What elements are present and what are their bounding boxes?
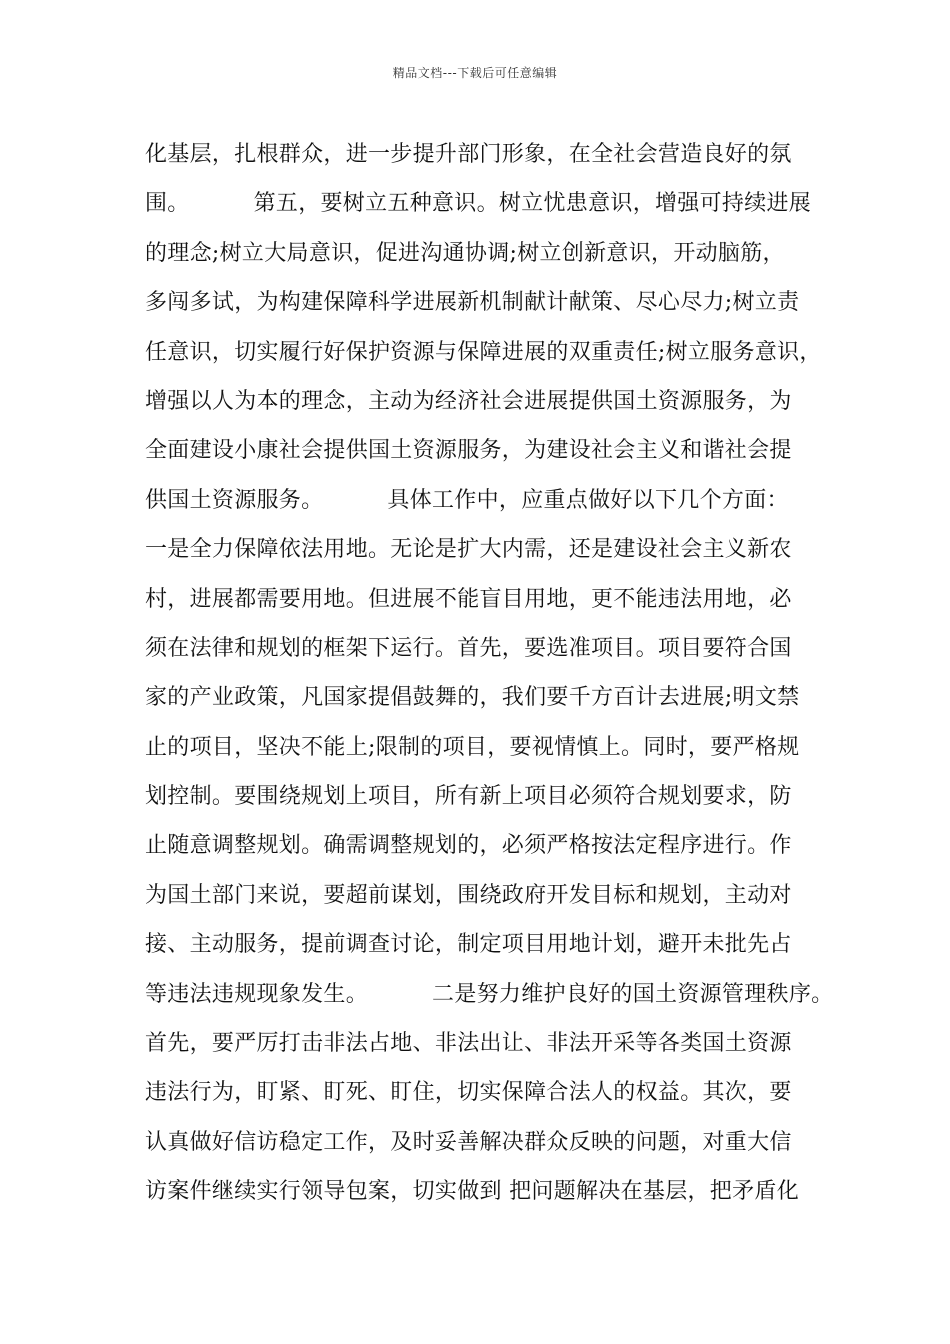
text-line bbox=[145, 575, 815, 624]
text-segment: 化基层，扎根群众，进一步提升部门形象，在全社会营造良好的氛 bbox=[145, 142, 792, 167]
text-segment: 划控制。要围绕规划上项目，所有新上项目必须符合规划要求，防 bbox=[145, 784, 792, 810]
text-line bbox=[145, 426, 815, 475]
text-line bbox=[145, 130, 815, 179]
text-line bbox=[145, 673, 815, 722]
text-line bbox=[145, 772, 815, 821]
text-segment: 认真做好信访稳定工作，及时妥善解决群众反映的问题，对重大信 bbox=[145, 1129, 792, 1155]
text-line bbox=[145, 1068, 815, 1117]
text-segment: 全面建设小康社会提供国土资源服务，为建设社会主义和谐社会提 bbox=[145, 438, 792, 464]
text-segment: 家的产业政策，凡国家提倡鼓舞的，我们要千方百计去进展;明文禁 bbox=[145, 685, 800, 711]
text-segment: 首先，要严厉打击非法占地、非法出让、非法开采等各类国土资源 bbox=[145, 1031, 792, 1057]
text-segment: 多闯多试，为构建保障科学进展新机制献计献策、尽心尽力;树立责 bbox=[145, 290, 800, 316]
text-line bbox=[145, 377, 815, 426]
text-segment: 村，进展都需要用地。但进展不能盲目用地，更不能违法用地，必 bbox=[145, 586, 792, 612]
text-line bbox=[145, 1019, 815, 1068]
text-segment: 接、主动服务，提前调查讨论，制定项目用地计划，避开未批先占 bbox=[145, 932, 792, 958]
text-line bbox=[145, 525, 815, 574]
text-line bbox=[145, 278, 815, 327]
text-line bbox=[145, 1118, 815, 1167]
text-segment: 围。 bbox=[145, 191, 190, 217]
text-segment: 止的项目，坚决不能上;限制的项目，要视情慎上。同时，要严格规 bbox=[145, 734, 800, 760]
text-line bbox=[145, 476, 815, 525]
text-segment: 一是全力保障依法用地。无论是扩大内需，还是建设社会主义新农 bbox=[145, 537, 792, 563]
text-segment: 等违法违规现象发生。 bbox=[145, 981, 369, 1007]
text-line bbox=[145, 179, 815, 228]
text-segment: 具体工作中，应重点做好以下几个方面： bbox=[387, 487, 789, 513]
page-header: 精品文档---下载后可任意编辑 bbox=[392, 66, 558, 80]
text-segment: 供国土资源服务。 bbox=[145, 487, 324, 513]
document-body bbox=[145, 130, 834, 1217]
text-segment: 任意识，切实履行好保护资源与保障进展的双重责任;树立服务意识， bbox=[145, 339, 822, 365]
text-segment: 为国土部门来说，要超前谋划，围绕政府开发目标和规划，主动对 bbox=[145, 882, 792, 908]
text-segment: 访案件继续实行领导包案，切实做到 把问题解决在基层，把矛盾化 bbox=[145, 1179, 799, 1205]
text-line bbox=[145, 328, 822, 377]
text-segment: 止随意调整规划。确需调整规划的，必须严格按法定程序进行。作 bbox=[145, 833, 792, 859]
text-line bbox=[145, 821, 815, 870]
text-segment: 二是努力维护良好的国土资源管理秩序。 bbox=[432, 981, 834, 1007]
text-line bbox=[145, 920, 815, 969]
text-segment: 违法行为，盯紧、盯死、盯住，切实保障合法人的权益。其次，要 bbox=[145, 1080, 792, 1106]
text-segment: 第五，要树立五种意识。树立忧患意识，增强可持续进展 bbox=[253, 191, 812, 217]
text-segment: 增强以人为本的理念，主动为经济社会进展提供国土资源服务，为 bbox=[145, 388, 792, 414]
text-line bbox=[145, 624, 815, 673]
text-segment: 须在法律和规划的框架下运行。首先，要选准项目。项目要符合国 bbox=[145, 635, 792, 661]
text-line bbox=[145, 723, 815, 772]
text-line bbox=[145, 871, 815, 920]
text-line bbox=[145, 970, 834, 1019]
text-line bbox=[145, 1167, 815, 1216]
text-line bbox=[145, 229, 815, 278]
text-segment: 的理念;树立大局意识，促进沟通协调;树立创新意识，开动脑筋， bbox=[145, 240, 785, 266]
